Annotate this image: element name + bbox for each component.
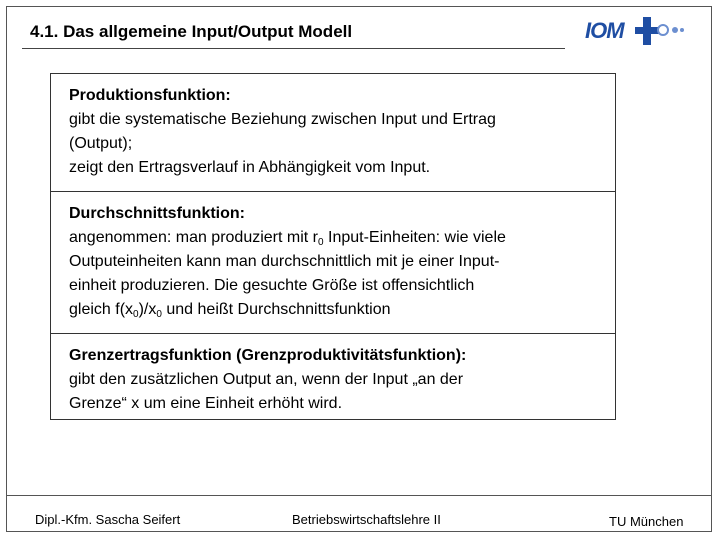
footer-course: Betriebswirtschaftslehre II (292, 512, 441, 527)
card-text-line (69, 226, 597, 250)
footer-author: Dipl.-Kfm. Sascha Seifert (35, 512, 181, 527)
card-text-line: zeigt den Ertragsverlauf in Abhängigkeit vom Input. (69, 159, 431, 176)
card-text-line: gibt den zusätzlichen Output an, wenn der Input „an der (69, 371, 464, 388)
text-part: angenommen: man produziert mit r (69, 229, 318, 246)
subscript: 0 (156, 309, 162, 320)
card-text-line (69, 298, 597, 322)
title-divider (22, 48, 565, 49)
text-part: Input-Einheiten: wie viele (323, 229, 506, 246)
card-text-line: gibt die systematische Beziehung zwischen Input und Ertrag (69, 111, 496, 128)
footer-university: TU München (609, 514, 684, 529)
card-text-line: Outputeinheiten kann man durchschnittlich mit je einer Input- (69, 253, 500, 270)
subscript: 0 (133, 309, 139, 320)
card-text-line: Grenze“ x um eine Einheit erhöht wird. (69, 395, 343, 412)
card-title: Durchschnittsfunktion: (69, 205, 245, 222)
card-text-line: einheit produzieren. Die gesuchte Größe ist offensichtlich (69, 277, 475, 294)
logo-text: IOM (585, 18, 624, 43)
card-grenzertragsfunktion (50, 333, 616, 420)
footer-divider (6, 495, 712, 496)
card-durchschnittsfunktion (50, 191, 616, 333)
card-title: Produktionsfunktion: (69, 87, 231, 104)
card-text-line: (Output); (69, 135, 133, 152)
text-part: )/x (138, 301, 157, 318)
subscript: 0 (318, 237, 324, 248)
iom-logo (585, 14, 685, 48)
card-title: Grenzertragsfunktion (Grenzproduktivitätsfunktion): (69, 347, 467, 364)
text-part: gleich f(x (69, 301, 134, 318)
logo-graphic-icon (585, 14, 685, 48)
card-produktionsfunktion (50, 73, 616, 191)
page-title: 4.1. Das allgemeine Input/Output Modell (30, 22, 353, 41)
text-part: und heißt Durchschnittsfunktion (161, 301, 391, 318)
